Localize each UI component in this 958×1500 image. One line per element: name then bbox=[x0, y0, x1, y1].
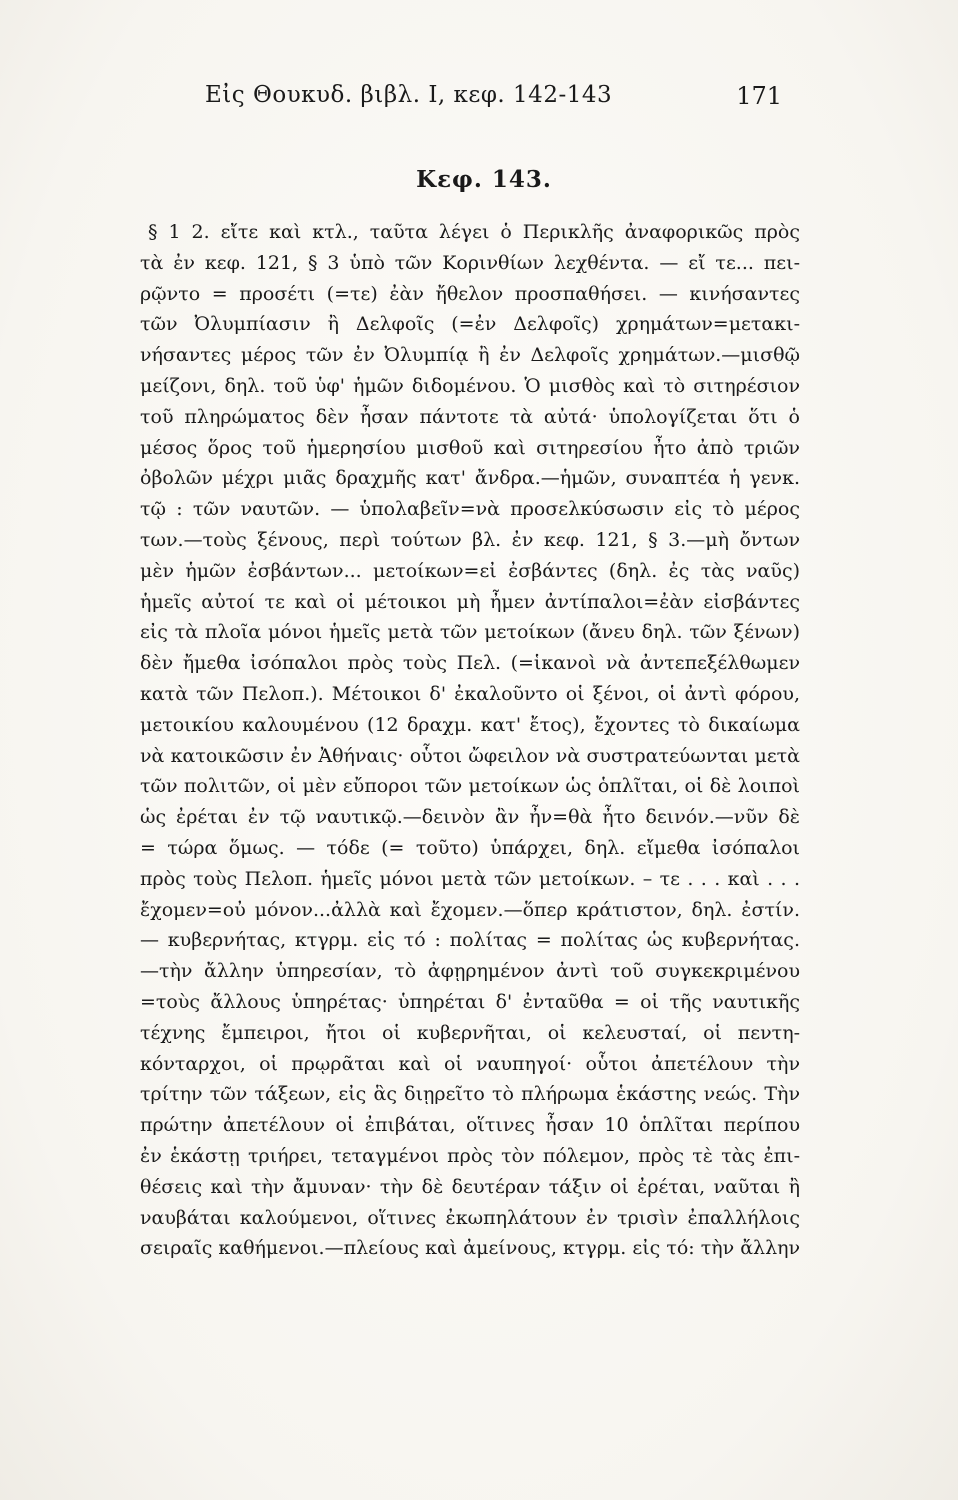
text-line: κατὰ τῶν Πελοπ.). Μέτοικοι δ' ἐκαλοῦντο οἱ ξένοι, οἱ ἀντὶ φόρου, bbox=[140, 682, 800, 705]
text-line: νήσαντες μέρος τῶν ἐν Ὀλυμπίᾳ ἢ ἐν Δελφοῖς χρημάτων.—μισθῷ bbox=[140, 344, 800, 367]
text-line: σειραῖς καθήμενοι.—πλείους καὶ ἀμείνους, κτγρμ. εἰς τό: τὴν ἄλλην bbox=[140, 1237, 800, 1260]
text-line: = τώρα ὅμως. — τόδε (= τοῦτο) ὑπάρχει, δηλ. εἴμεθα ἰσόπαλοι bbox=[140, 836, 800, 859]
text-line: ναυβάται καλούμενοι, οἵτινες ἐκωπηλάτουν ἐν τρισὶν ἐπαλλήλοις bbox=[140, 1206, 800, 1229]
chapter-heading: Κεφ. 143. bbox=[416, 166, 552, 193]
text-line: νὰ κατοικῶσιν ἐν Ἀθήναις· οὗτοι ὤφειλον νὰ συστρατεύωνται μετὰ bbox=[140, 744, 800, 767]
text-line: πρὸς τοὺς Πελοπ. ἡμεῖς μόνοι μετὰ τῶν μετοίκων. – τε . . . καὶ . . . bbox=[140, 867, 800, 890]
text-line: μέσος ὅρος τοῦ ἡμερησίου μισθοῦ καὶ σιτηρεσίου ἦτο ἀπὸ τριῶν bbox=[140, 436, 800, 459]
text-line: δὲν ἤμεθα ἰσόπαλοι πρὸς τοὺς Πελ. (=ἱκανοὶ νὰ ἀντεπεξέλθωμεν bbox=[140, 652, 800, 675]
text-line: τρίτην τῶν τάξεων, εἰς ἃς διῃρεῖτο τὸ πλήρωμα ἑκάστης νεώς. Τὴν bbox=[140, 1083, 800, 1106]
text-line: τῶν Ὀλυμπίασιν ἢ Δελφοῖς (=ἐν Δελφοῖς) χρημάτων=μετακι- bbox=[140, 313, 800, 336]
text-line: μείζονι, δηλ. τοῦ ὑφ' ἡμῶν διδομένου. Ὁ μισθὸς καὶ τὸ σιτηρέσιον bbox=[140, 374, 800, 397]
text-line: πρώτην ἀπετέλουν οἱ ἐπιβάται, οἵτινες ἦσαν 10 ὁπλῖται περίπου bbox=[140, 1114, 800, 1137]
commentary-text bbox=[140, 217, 800, 1264]
text-line: ἐν ἑκάστῃ τριήρει, τεταγμένοι πρὸς τὸν πόλεμον, πρὸς τὲ τὰς ἐπι- bbox=[140, 1144, 800, 1167]
text-line: § 1 2. εἴτε καὶ κτλ., ταῦτα λέγει ὁ Περικλῆς ἀναφορικῶς πρὸς bbox=[148, 221, 800, 243]
page-number: 171 bbox=[736, 82, 782, 110]
running-head: Εἰς Θουκυδ. βιβλ. I, κεφ. 142-143 bbox=[205, 82, 613, 108]
text-line: μετοικίου καλουμένου (12 δραχμ. κατ' ἔτος), ἔχοντες τὸ δικαίωμα bbox=[140, 713, 800, 736]
text-line: =τοὺς ἄλλους ὑπηρέτας· ὑπηρέται δ' ἐνταῦθα = οἱ τῆς ναυτικῆς bbox=[140, 990, 800, 1013]
text-line: ἔχομεν=οὐ μόνον...ἀλλὰ καὶ ἔχομεν.—ὅπερ κράτιστον, δηλ. ἐστίν. bbox=[140, 898, 800, 921]
text-line: τοῦ πληρώματος δὲν ἦσαν πάντοτε τὰ αὐτά· ὑπολογίζεται ὅτι ὁ bbox=[140, 405, 800, 428]
text-line: τὰ ἐν κεφ. 121, § 3 ὑπὸ τῶν Κορινθίων λεχθέντα. — εἴ τε... πει- bbox=[140, 251, 800, 274]
text-line: τῶν πολιτῶν, οἱ μὲν εὔποροι τῶν μετοίκων ὡς ὁπλῖται, οἱ δὲ λοιποὶ bbox=[140, 775, 800, 798]
text-line: τῷ : τῶν ναυτῶν. — ὑπολαβεῖν=νὰ προσελκύσωσιν εἰς τὸ μέρος bbox=[140, 498, 800, 521]
text-line: ὀβολῶν μέχρι μιᾶς δραχμῆς κατ' ἄνδρα.—ἡμῶν, συναπτέα ἡ γενκ. bbox=[140, 467, 800, 490]
page-header bbox=[150, 82, 782, 118]
text-line: ἡμεῖς αὐτοί τε καὶ οἱ μέτοικοι μὴ ἦμεν ἀντίπαλοι=ἐὰν εἰσβάντες bbox=[140, 590, 800, 613]
text-line: ὡς ἐρέται ἐν τῷ ναυτικῷ.—δεινὸν ἂν ἦν=θὰ ἦτο δεινόν.—νῦν δὲ bbox=[140, 806, 800, 829]
text-line: — κυβερνήτας, κτγρμ. εἰς τό : πολίτας = πολίτας ὡς κυβερνήτας. bbox=[140, 929, 800, 952]
text-line: των.—τοὺς ξένους, περὶ τούτων βλ. ἐν κεφ. 121, § 3.—μὴ ὄντων bbox=[140, 528, 800, 551]
text-line: ρῷντο = προσέτι (=τε) ἐὰν ἤθελον προσπαθήσει. — κινήσαντες bbox=[140, 282, 800, 305]
text-line: εἰς τὰ πλοῖα μόνοι ἡμεῖς μετὰ τῶν μετοίκων (ἄνευ δηλ. τῶν ξένων) bbox=[140, 621, 800, 644]
text-line: κόνταρχοι, οἱ πρῳρᾶται καὶ οἱ ναυπηγοί· οὗτοι ἀπετέλουν τὴν bbox=[140, 1052, 800, 1075]
text-line: —τὴν ἄλλην ὑπηρεσίαν, τὸ ἀφῃρημένον ἀντὶ τοῦ συγκεκριμένου bbox=[140, 960, 800, 983]
text-line: τέχνης ἔμπειροι, ἤτοι οἱ κυβερνῆται, οἱ κελευσταί, οἱ πεντη- bbox=[140, 1021, 800, 1044]
text-line: μὲν ἡμῶν ἐσβάντων... μετοίκων=εἰ ἐσβάντες (δηλ. ἐς τὰς ναῦς) bbox=[140, 559, 800, 582]
text-line: θέσεις καὶ τὴν ἄμυναν· τὴν δὲ δευτέραν τάξιν οἱ ἐρέται, ναῦται ἢ bbox=[140, 1175, 800, 1198]
